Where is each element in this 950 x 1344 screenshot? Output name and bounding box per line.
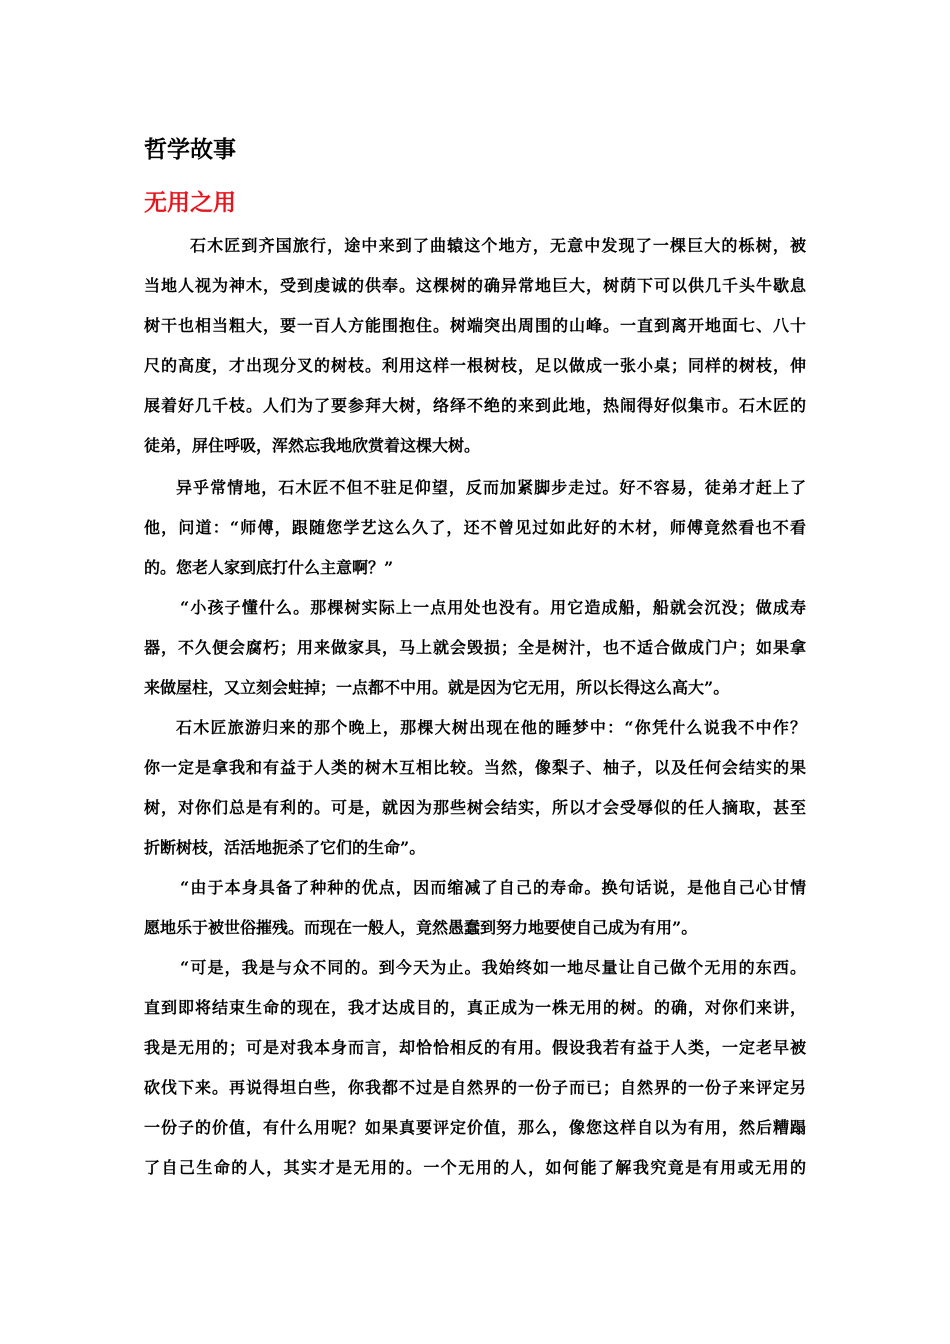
paragraph-line: 你一定是拿我和有益于人类的树木互相比较。当然，像梨子、柚子，以及任何会结实的果 (144, 758, 806, 777)
paragraph-line: 石木匠旅游归来的那个晚上，那棵大树出现在他的睡梦中：“你凭什么说我不中作？ (176, 718, 806, 737)
paragraph-line: 一份子的价值，有什么用呢？如果真要评定价值，那么，像您这样自以为有用，然后糟蹋 (144, 1118, 806, 1137)
document-title: 哲学故事 (144, 136, 236, 163)
paragraph-line: 的。您老人家到底打什么主意啊？” (144, 558, 394, 577)
paragraph-line: 来做屋柱，又立刻会蛀掉；一点都不中用。就是因为它无用，所以长得这么高大”。 (144, 678, 730, 697)
paragraph-line: 愿地乐于被世俗摧残。而现在一般人，竟然愚蠢到努力地要使自己成为有用”。 (144, 918, 698, 937)
paragraph-line: 器，不久便会腐朽；用来做家具，马上就会毁损；全是树汁，也不适合做成门户；如果拿 (144, 638, 806, 657)
paragraph-line: 树干也相当粗大，要一百人方能围抱住。树端突出周围的山峰。一直到离开地面七、八十 (144, 316, 806, 335)
paragraph-line: 异乎常情地，石木匠不但不驻足仰望，反而加紧脚步走过。好不容易，徒弟才赶上了 (176, 478, 806, 497)
section-title: 无用之用 (144, 189, 236, 216)
paragraph-line: 折断树枝，活活地扼杀了它们的生命”。 (144, 838, 426, 857)
paragraph-line: 了自己生命的人，其实才是无用的。一个无用的人，如何能了解我究竟是有用或无用的 (144, 1158, 806, 1177)
paragraph-line: “小孩子懂什么。那棵树实际上一点用处也没有。用它造成船，船就会沉没；做成寿 (180, 598, 806, 617)
paragraph-line: 我是无用的；可是对我本身而言，却恰恰相反的有用。假设我若有益于人类，一定老早被 (144, 1038, 806, 1057)
paragraph-line: “可是，我是与众不同的。到今天为止。我始终如一地尽量让自己做个无用的东西。 (180, 958, 806, 977)
paragraph-line: 石木匠到齐国旅行，途中来到了曲辕这个地方，无意中发现了一棵巨大的栎树，被 (190, 236, 806, 255)
paragraph-line: 当地人视为神木，受到虔诚的供奉。这棵树的确异常地巨大，树荫下可以供几千头牛歇息 (144, 276, 806, 295)
paragraph-line: 徒弟，屏住呼吸，浑然忘我地欣赏着这棵大树。 (144, 436, 481, 455)
paragraph-line: 直到即将结束生命的现在，我才达成目的，真正成为一株无用的树。的确，对你们来讲， (144, 998, 806, 1017)
paragraph-line: 他，问道：“师傅，跟随您学艺这么久了，还不曾见过如此好的木材，师傅竟然看也不看 (144, 518, 806, 537)
paragraph-line: 砍伐下来。再说得坦白些，你我都不过是自然界的一份子而已；自然界的一份子来评定另 (144, 1078, 806, 1097)
paragraph-line: “由于本身具备了种种的优点，因而缩减了自己的寿命。换句话说，是他自己心甘情 (180, 878, 806, 897)
paragraph-line: 树，对你们总是有利的。可是，就因为那些树会结实，所以才会受辱似的任人摘取，甚至 (144, 798, 806, 817)
paragraph-line: 尺的高度，才出现分叉的树枝。利用这样一根树枝，足以做成一张小桌；同样的树枝，伸 (144, 356, 806, 375)
paragraph-line: 展着好几千枝。人们为了要参拜大树，络绎不绝的来到此地，热闹得好似集市。石木匠的 (144, 396, 806, 415)
